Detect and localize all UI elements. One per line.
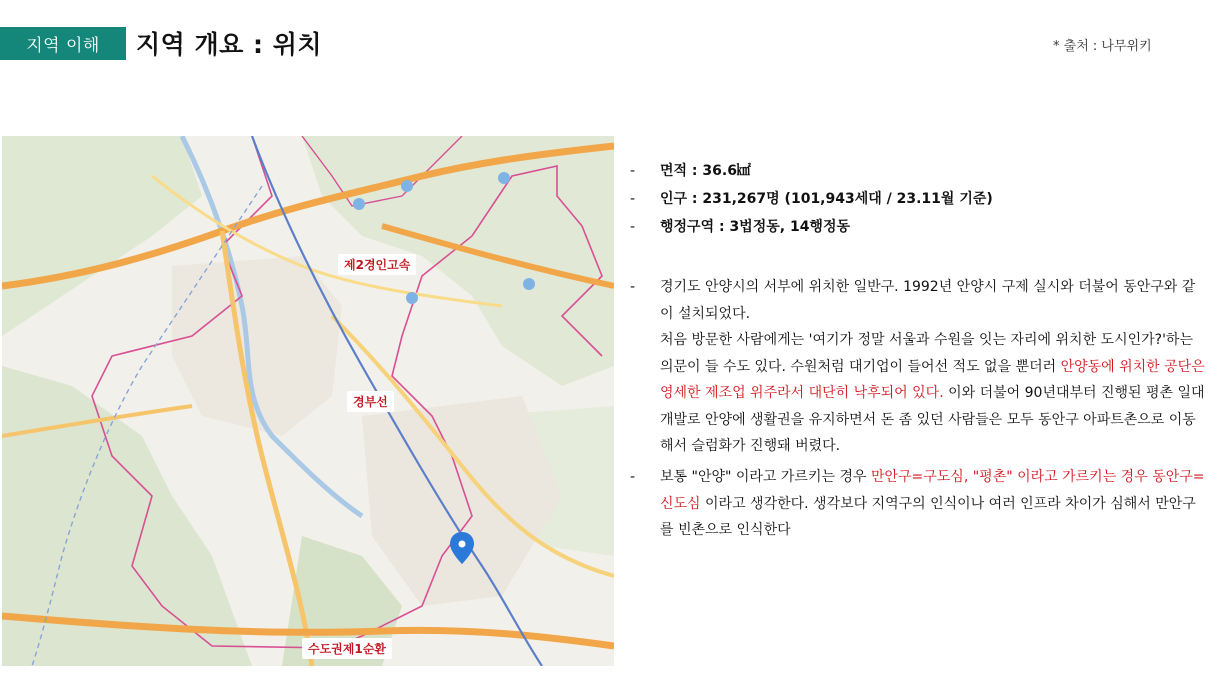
- label-ring-expressway: 수도권제1순환: [302, 638, 392, 659]
- description-text-2b: 이와 더불어 90년대부터 진행된 평촌 일대 개발로 안양에 생활권을 유지하면서 돈 좀 있던 사람들은 모두 동안구 아파트촌으로 이동해서 슬럼화가 진행돼 버렸다.: [660, 385, 1205, 454]
- highlight-text: 안양동에 위치한 공단은 영세한 제조업 위주라서 대단히 낙후되어 있다.: [660, 358, 1205, 401]
- bullet-dash: -: [630, 219, 636, 235]
- section-tag: 지역 이해: [0, 27, 126, 60]
- description-text-2a: 처음 방문한 사람에게는 '여기가 정말 서울과 수원을 잇는 자리에 위치한 도시인가?'하는 의문이 들 수도 있다. 수원처럼 대기업이 들어선 적도 없을 뿐더러: [660, 332, 1193, 375]
- fact-districts: [630, 213, 1210, 241]
- location-pin-dot: [459, 541, 466, 548]
- fact-population-text: 인구 : 231,267명 (101,943세대 / 23.11월 기준): [660, 191, 993, 207]
- label-expressway2: 제2경인고속: [338, 254, 416, 275]
- poi-marker: [523, 278, 535, 290]
- poi-marker: [498, 172, 510, 184]
- description-paragraph-2: [630, 464, 1208, 544]
- source-note: * 출처 : 나무위키: [1053, 39, 1152, 54]
- fact-districts-text: 행정구역 : 3법정동, 14행정동: [660, 219, 851, 235]
- fact-area: [630, 157, 1210, 185]
- bullet-dash: -: [630, 191, 636, 207]
- key-facts: [630, 157, 1210, 241]
- description-text-1: 경기도 안양시의 서부에 위치한 일반구. 1992년 안양시 구제 실시와 더불어 동안구와 같이 설치되었다.: [660, 279, 1196, 322]
- poi-marker: [406, 292, 418, 304]
- bullet-dash: -: [630, 279, 636, 295]
- description-text-3a: 보통 "안양" 이라고 가르키는 경우: [660, 469, 871, 485]
- description-text-3b: 이라고 생각한다. 생각보다 지역구의 인식이나 여러 인프라 차이가 심해서 만안구를 빈촌으로 인식한다: [660, 495, 1196, 538]
- location-map: [2, 136, 614, 666]
- fact-population: [630, 185, 1210, 213]
- description-paragraph-1: [630, 274, 1208, 460]
- highlight-text: 만안구=구도심, "평촌" 이라고 가르키는 경우 동안구=신도심: [660, 469, 1205, 512]
- bullet-dash: -: [630, 163, 636, 179]
- description-text-3: [660, 464, 1208, 544]
- description-text-2: [660, 327, 1208, 460]
- map-graphic: [2, 136, 614, 666]
- page-title: 지역 개요 : 위치: [136, 30, 323, 59]
- bullet-dash: -: [630, 469, 636, 485]
- label-gyeongbu-line: 경부선: [347, 391, 394, 412]
- poi-marker: [401, 180, 413, 192]
- poi-marker: [353, 198, 365, 210]
- fact-area-text: 면적 : 36.6㎢: [660, 163, 751, 179]
